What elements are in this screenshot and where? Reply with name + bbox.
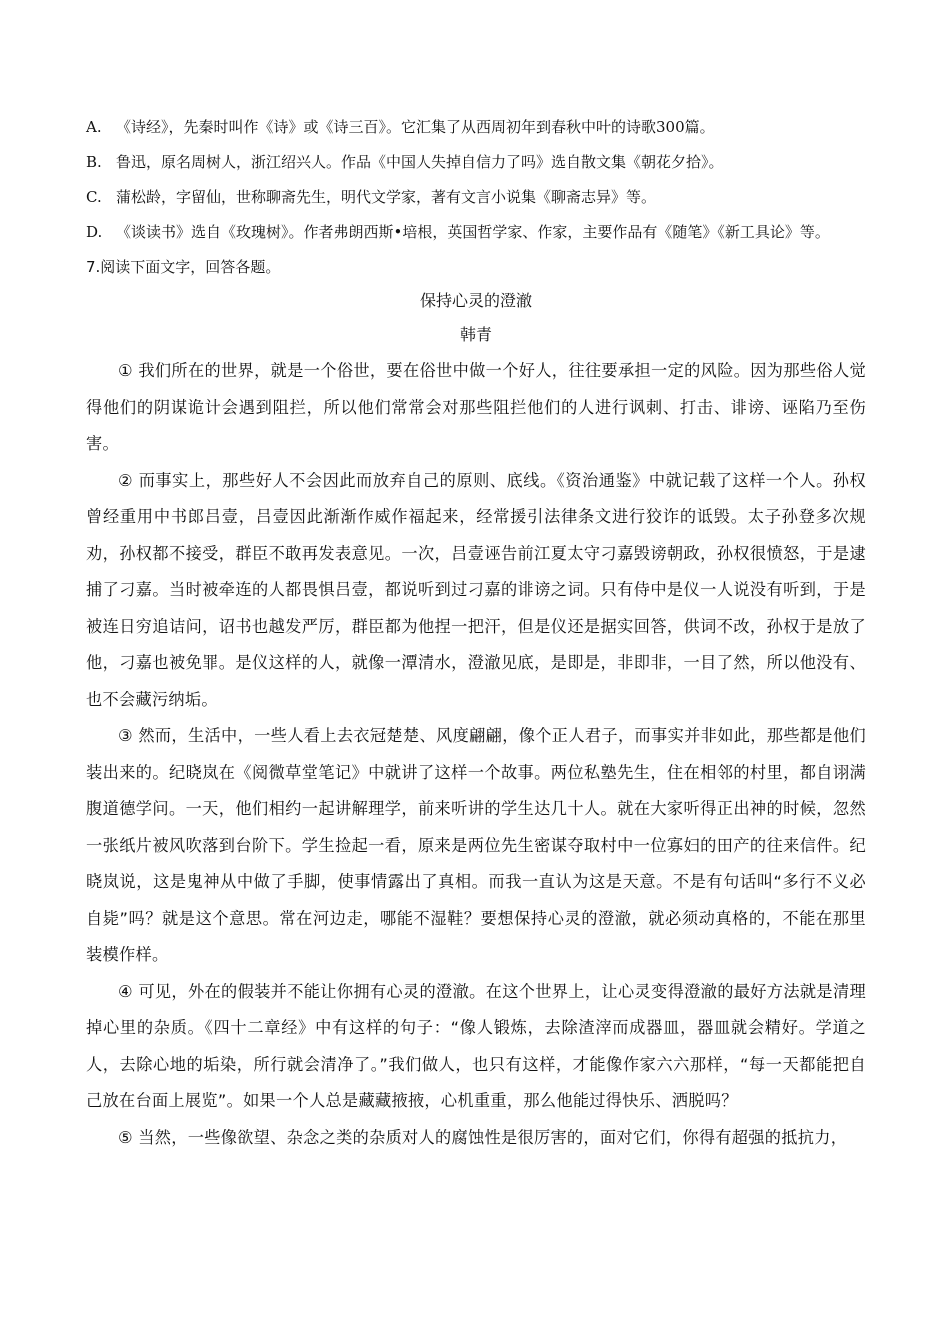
option-letter: C. [86,188,102,206]
option-c [86,180,866,215]
article-paragraph-2: ② 而事实上，那些好人不会因此而放弃自己的原则、底线。《资治通鉴》中就记载了这样一个人。孙权曾经重用中书郎吕壹，吕壹因此渐渐作威作福起来，经常援引法律条文进行狡诈的诋毁。太子孙登多次规劝，孙权都不接受，群臣不敢再发表意见。一次，吕壹诬告前江夏太守刁嘉毁谤朝政，孙权很愤怒，于是逮捕了刁嘉。当时被牵连的人都畏惧吕壹，都说听到过刁嘉的诽谤之词。只有侍中是仪一人说没有听到，于是被连日穷追诘问，诏书也越发严厉，群臣都为他捏一把汗，但是仪还是据实回答，供词不改，孙权于是放了他，刁嘉也被免罪。是仪这样的人，就像一潭清水，澄澈见底，是即是，非即非，一目了然，所以他没有、也不会藏污纳垢。 [86,470,866,709]
article-title: 保持心灵的澄澈 [419,291,532,310]
article-paragraph-3: ③ 然而，生活中，一些人看上去衣冠楚楚、风度翩翩，像个正人君子，而事实并非如此，那些都是他们装出来的。纪晓岚在《阅微草堂笔记》中就讲了这样一个故事。两位私塾先生，住在相邻的村里，都自诩满腹道德学问。一天，他们相约一起讲解理学，前来听讲的学生达几十人。就在大家听得正出神的时候，忽然一张纸片被风吹落到台阶下。学生捡起一看，原来是两位先生密谋夺取村中一位寡妇的田产的往来信件。纪晓岚说，这是鬼神从中做了手脚，使事情露出了真相。而我一直认为这是天意。不是有句话叫“多行不义必自毙”吗？就是这个意思。常在河边走，哪能不湿鞋？要想保持心灵的澄澈，就必须动真格的，不能在那里装模作样。 [86,726,866,964]
article-body [86,353,866,1156]
option-text: 鲁迅，原名周树人，浙江绍兴人。作品《中国人失掉自信力了吗》选自散文集《朝花夕拾》。 [116,153,724,171]
option-letter: B. [86,153,102,171]
answer-options [86,110,866,250]
option-letter: D. [86,223,103,241]
article-paragraph-5: ⑤ 当然，一些像欲望、杂念之类的杂质对人的腐蚀性是很厉害的，面对它们，你得有超强的抵抗力， [118,1127,848,1147]
option-d [86,215,866,250]
question-prompt: 7.阅读下面文字，回答各题。 [86,258,281,276]
article-author: 韩青 [459,325,492,344]
article-paragraph-1: ① 我们所在的世界，就是一个俗世，要在俗世中做一个好人，往往要承担一定的风险。因为那些俗人觉得他们的阴谋诡计会遇到阻拦，所以他们常常会对那些阻拦他们的人进行讽刺、打击、诽谤、诬陷乃至伤害。 [86,361,866,453]
option-text: 《谈读书》选自《玫瑰树》。作者弗朗西斯•培根，英国哲学家、作家，主要作品有《随笔》《新工具论》等。 [116,223,830,241]
option-text: 《诗经》，先秦时叫作《诗》或《诗三百》。它汇集了从西周初年到春秋中叶的诗歌300篇。 [116,118,715,136]
option-b [86,145,866,180]
option-text: 蒲松龄，字留仙，世称聊斋先生，明代文学家，著有文言小说集《聊斋志异》等。 [116,188,657,206]
option-a [86,110,866,145]
article-paragraph-4: ④ 可见，外在的假装并不能让你拥有心灵的澄澈。在这个世界上，让心灵变得澄澈的最好方法就是清理掉心里的杂质。《四十二章经》中有这样的句子：“像人锻炼，去除渣滓而成器皿，器皿就会精好。学道之人，去除心地的垢染，所行就会清净了。”我们做人，也只有这样，才能像作家六六那样，“每一天都能把自己放在台面上展览”。如果一个人总是藏藏掖掖，心机重重，那么他能过得快乐、洒脱吗？ [86,981,866,1110]
option-letter: A. [86,118,102,136]
document-page [86,110,866,1156]
